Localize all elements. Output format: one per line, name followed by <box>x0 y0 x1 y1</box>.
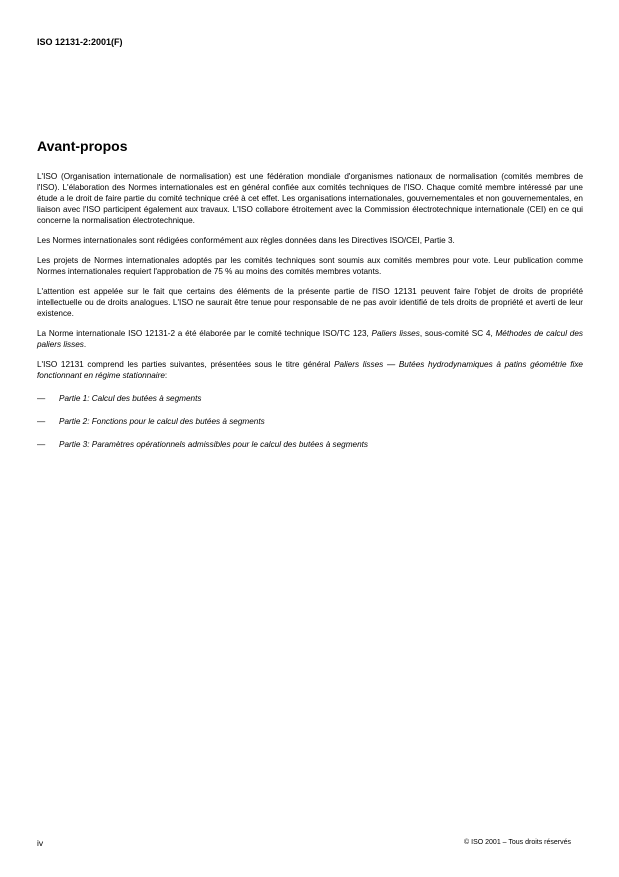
paragraph: Les projets de Normes internationales adoptés par les comités techniques sont soumis aux comités membres pour vote. Leur publication comme Normes internationales requiert l'approbation de 75 % au moins des comités membres votants. <box>37 256 583 276</box>
part-title: Partie 3: Paramètres opérationnels admissibles pour le calcul des butées à segments <box>59 440 369 449</box>
dash-bullet: — <box>37 417 46 426</box>
committee-title: Paliers lisses <box>371 329 420 338</box>
list-item <box>37 393 583 404</box>
paragraph: L'ISO (Organisation internationale de normalisation) est une fédération mondiale d'organismes nationaux de normalisation (comités membres de l'ISO). L'élaboration des Normes internationales est en général confiée aux comités techniques de l'ISO. Chaque comité membre intéressé par une étude a le droit de faire partie du comité technique créé à cet effet. Les organisations internationales, gouvernementales et non gouvernementales, en liaison avec l'ISO participent également aux travaux. L'ISO collabore étroitement avec la Commission électrotechnique internationale (CEI) en ce qui concerne la normalisation électrotechnique. <box>37 172 583 225</box>
list-item <box>37 439 583 450</box>
text: , sous-comité SC 4, <box>419 329 496 338</box>
dash-bullet: — <box>37 394 46 403</box>
copyright-notice: © ISO 2001 – Tous droits réservés <box>464 839 571 846</box>
general-title: Paliers lisses — Butées hydrodynamiques à patins géométrie fixe fonctionnant en régime stationnaire <box>37 360 583 380</box>
section-title: Avant-propos <box>37 138 128 154</box>
dash-bullet: — <box>37 440 46 449</box>
text: La Norme internationale ISO 12131-2 a été élaborée par le comité technique ISO/TC 123, <box>37 329 372 338</box>
page-number: iv <box>37 838 44 848</box>
paragraph: L'attention est appelée sur le fait que certains des éléments de la présente partie de l'ISO 12131 peuvent faire l'objet de droits de propriété intellectuelle ou de droits analogues. L'ISO ne saurait être tenue pour responsable de ne pas avoir identifié de tels droits de propriété et averti de leur existence. <box>37 287 583 318</box>
list-item <box>37 416 583 427</box>
foreword-body <box>37 171 583 462</box>
paragraph: Les Normes internationales sont rédigées conformément aux règles données dans les Directives ISO/CEI, Partie 3. <box>37 236 455 245</box>
part-title: Partie 2: Fonctions pour le calcul des butées à segments <box>59 417 265 426</box>
paragraph <box>37 328 583 350</box>
text: L'ISO 12131 comprend les parties suivantes, présentées sous le titre général <box>37 360 335 369</box>
text: : <box>164 371 168 380</box>
text: . <box>83 340 87 349</box>
subcommittee-title: Méthodes de calcul des paliers lisses <box>37 329 583 349</box>
part-title: Partie 1: Calcul des butées à segments <box>59 394 202 403</box>
paragraph <box>37 359 583 381</box>
document-id-header: ISO 12131-2:2001(F) <box>37 37 123 47</box>
